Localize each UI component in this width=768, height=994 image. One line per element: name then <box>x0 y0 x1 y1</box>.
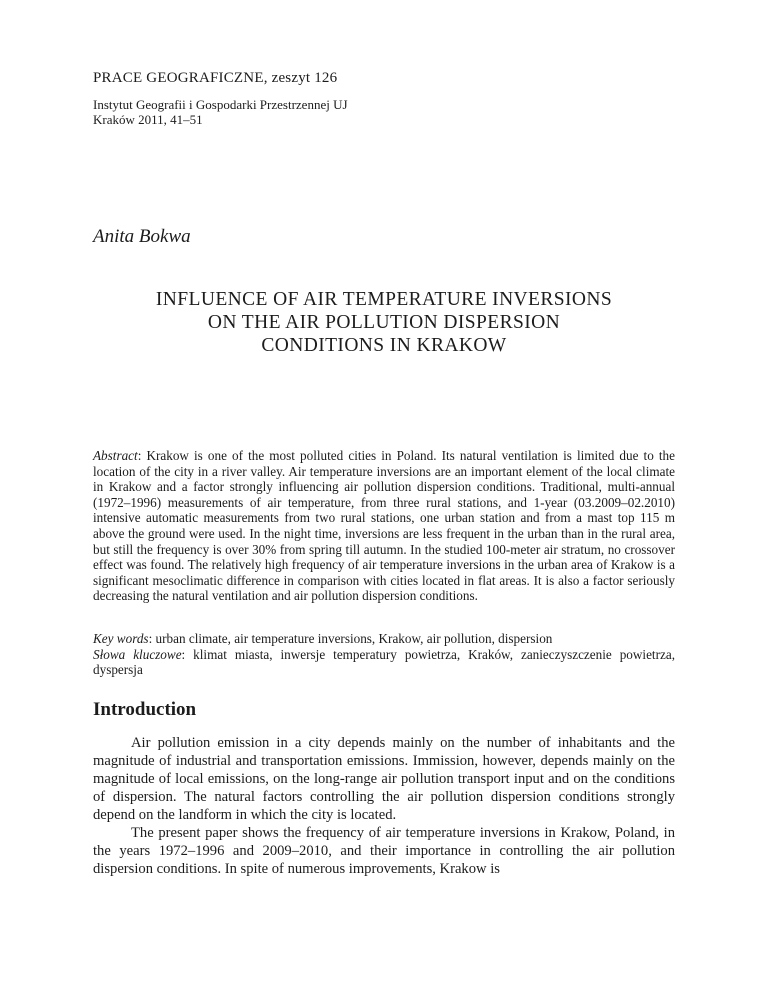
abstract-text: : Krakow is one of the most polluted cities in Poland. Its natural ventilation is limited due to the location of the city in a river valley. Air temperature inversions are an important element of the local climate in Krakow and a factor strongly influencing air pollution dispersion conditions. Traditional, multi-annual (1972–1996) measurements of air temperature, from three rural stations, and 1-year (03.2009–02.2010) intensive automatic measurements from two rural stations, one urban station and from a mast top 115 m above the ground were used. In the night time, inversions are less frequent in the urban than in the rural area, but still the frequency is over 30% from spring till autumn. In the studied 100-meter air stratum, no crossover effect was found. The relatively high frequency of air temperature inversions in the urban area of Krakow is a significant mesoclimatic difference in comparison with cities located in flat areas. It is also a factor seriously decreasing the natural ventilation and air pollution dispersion conditions. <box>93 448 675 604</box>
keywords-pl <box>93 647 675 678</box>
title-line-2: ON THE AIR POLLUTION DISPERSION <box>207 312 561 333</box>
intro-paragraph-1: Air pollution emission in a city depends mainly on the number of inhabitants and the magnitude of industrial and transportation emissions. Immission, however, depends mainly on the magnitude of local emissions, on the long-range air pollution transport input and on the conditions of dispersion. The natural factors controlling the air pollution dispersion conditions strongly depend on the landform in which the city is located. <box>93 735 675 823</box>
section-heading-introduction: Introduction <box>93 699 197 720</box>
abstract <box>93 448 675 604</box>
publication-place-year: Kraków 2011, 41–51 <box>93 112 203 127</box>
title-line-3: CONDITIONS IN KRAKOW <box>261 335 507 356</box>
introduction-body <box>93 734 675 878</box>
author-name: Anita Bokwa <box>93 226 191 247</box>
keywords-en-label: Key words <box>93 631 149 646</box>
intro-paragraph-2: The present paper shows the frequency of air temperature inversions in Krakow, Poland, in the years 1972–1996 and 2009–2010, and their importance in controlling the air pollution dispersion conditions. In spite of numerous improvements, Krakow is <box>93 825 675 877</box>
keywords-en-text: : urban climate, air temperature inversions, Krakow, air pollution, dispersion <box>148 631 553 646</box>
keywords-block <box>93 631 675 678</box>
keywords-en <box>93 631 675 647</box>
paper-title <box>93 288 675 357</box>
abstract-label: Abstract <box>93 448 138 463</box>
keywords-pl-text: : klimat miasta, inwersje temperatury powietrza, Kraków, zanieczyszczenie powietrza, dyspersja <box>93 646 675 678</box>
title-line-1: INFLUENCE OF AIR TEMPERATURE INVERSIONS <box>155 289 613 310</box>
institute-info <box>93 97 348 127</box>
journal-name: PRACE GEOGRAFICZNE, zeszyt 126 <box>93 70 338 86</box>
keywords-pl-label: Słowa kluczowe <box>93 646 182 662</box>
institute-name: Instytut Geografii i Gospodarki Przestrzennej UJ <box>93 97 348 112</box>
